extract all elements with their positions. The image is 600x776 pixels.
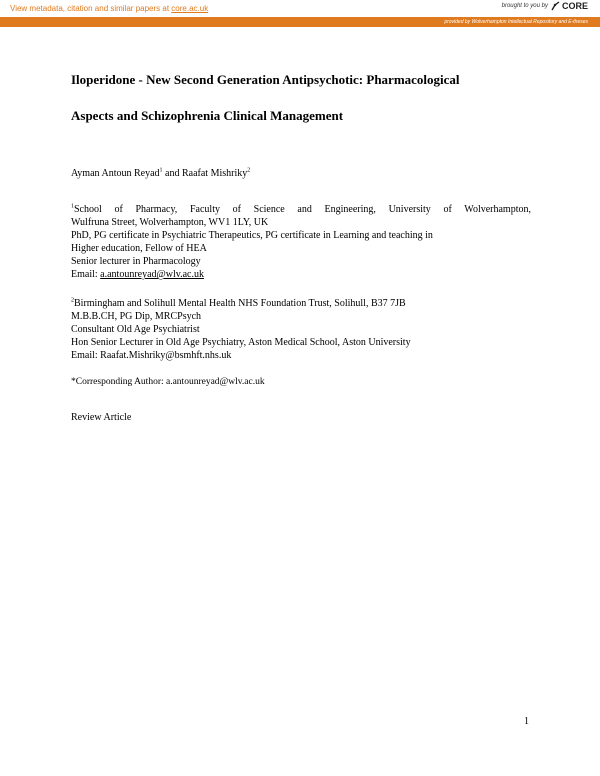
aff2-email-row — [71, 349, 531, 362]
aff1-line-1 — [71, 203, 531, 216]
aff1-line-5: Senior lecturer in Pharmacology — [71, 256, 201, 267]
metadata-notice — [10, 4, 208, 13]
aff2-line-4: Hon Senior Lecturer in Old Age Psychiatry, Aston Medical School, Aston University — [71, 337, 411, 348]
aff2-line-2: M.B.B.CH, PG Dip, MRCPsych — [71, 311, 202, 322]
brought-by-text: brought to you by — [501, 3, 548, 9]
author-1-sup: 1 — [159, 167, 163, 174]
provider-text: provided by Wolverhampton Intellectual Repository and E-theses — [444, 19, 588, 25]
author-and: and — [162, 168, 182, 179]
core-logo[interactable] — [551, 1, 588, 11]
affiliation-1 — [71, 203, 531, 281]
author-2: Raafat Mishriky — [181, 168, 248, 179]
aff2-line-1 — [71, 297, 531, 310]
title-line-1: Iloperidone - New Second Generation Antipsychotic: Pharmacological — [71, 72, 460, 87]
core-link[interactable]: core.ac.uk — [171, 4, 209, 13]
title-line-2: Aspects and Schizophrenia Clinical Management — [71, 108, 344, 123]
affiliation-2 — [71, 297, 531, 362]
author-line — [71, 168, 250, 179]
aff2-email-label: Email: — [71, 350, 101, 361]
paper-title — [71, 70, 531, 125]
article-type: Review Article — [71, 412, 132, 423]
core-banner — [0, 0, 600, 18]
aff1-email-label: Email: — [71, 269, 101, 280]
aff1-line-4: Higher education, Fellow of HEA — [71, 243, 207, 254]
author-2-sup: 2 — [247, 167, 251, 174]
core-logo-icon — [551, 1, 560, 11]
core-logo-label: CORE — [561, 1, 588, 11]
page-number: 1 — [524, 716, 529, 727]
aff2-sup: 2 — [71, 297, 74, 304]
aff2-line-1-text: Birmingham and Solihull Mental Health NHS Foundation Trust, Solihull, B37 7JB — [74, 298, 406, 309]
aff2-email: Raafat.Mishriky@bsmhft.nhs.uk — [100, 350, 232, 361]
aff1-sup: 1 — [71, 203, 74, 210]
aff1-line-3: PhD, PG certificate in Psychiatric Therapeutics, PG certificate in Learning and teaching in — [71, 230, 433, 241]
brought-by — [502, 1, 588, 11]
aff2-line-3: Consultant Old Age Psychiatrist — [71, 324, 200, 335]
author-1: Ayman Antoun Reyad — [71, 168, 160, 179]
aff1-line-1-text: School of Pharmacy, Faculty of Science and Engineering, University of Wolverhampton, — [74, 204, 531, 215]
aff1-line-2: Wulfruna Street, Wolverhampton, WV1 1LY, UK — [71, 217, 269, 228]
corresponding-author: *Corresponding Author: a.antounreyad@wlv.ac.uk — [71, 377, 265, 387]
aff1-email-link[interactable]: a.antounreyad@wlv.ac.uk — [100, 269, 204, 280]
aff1-email-row — [71, 268, 531, 281]
metadata-notice-text: View metadata, citation and similar papers at — [10, 4, 172, 13]
provider-bar — [0, 17, 600, 27]
